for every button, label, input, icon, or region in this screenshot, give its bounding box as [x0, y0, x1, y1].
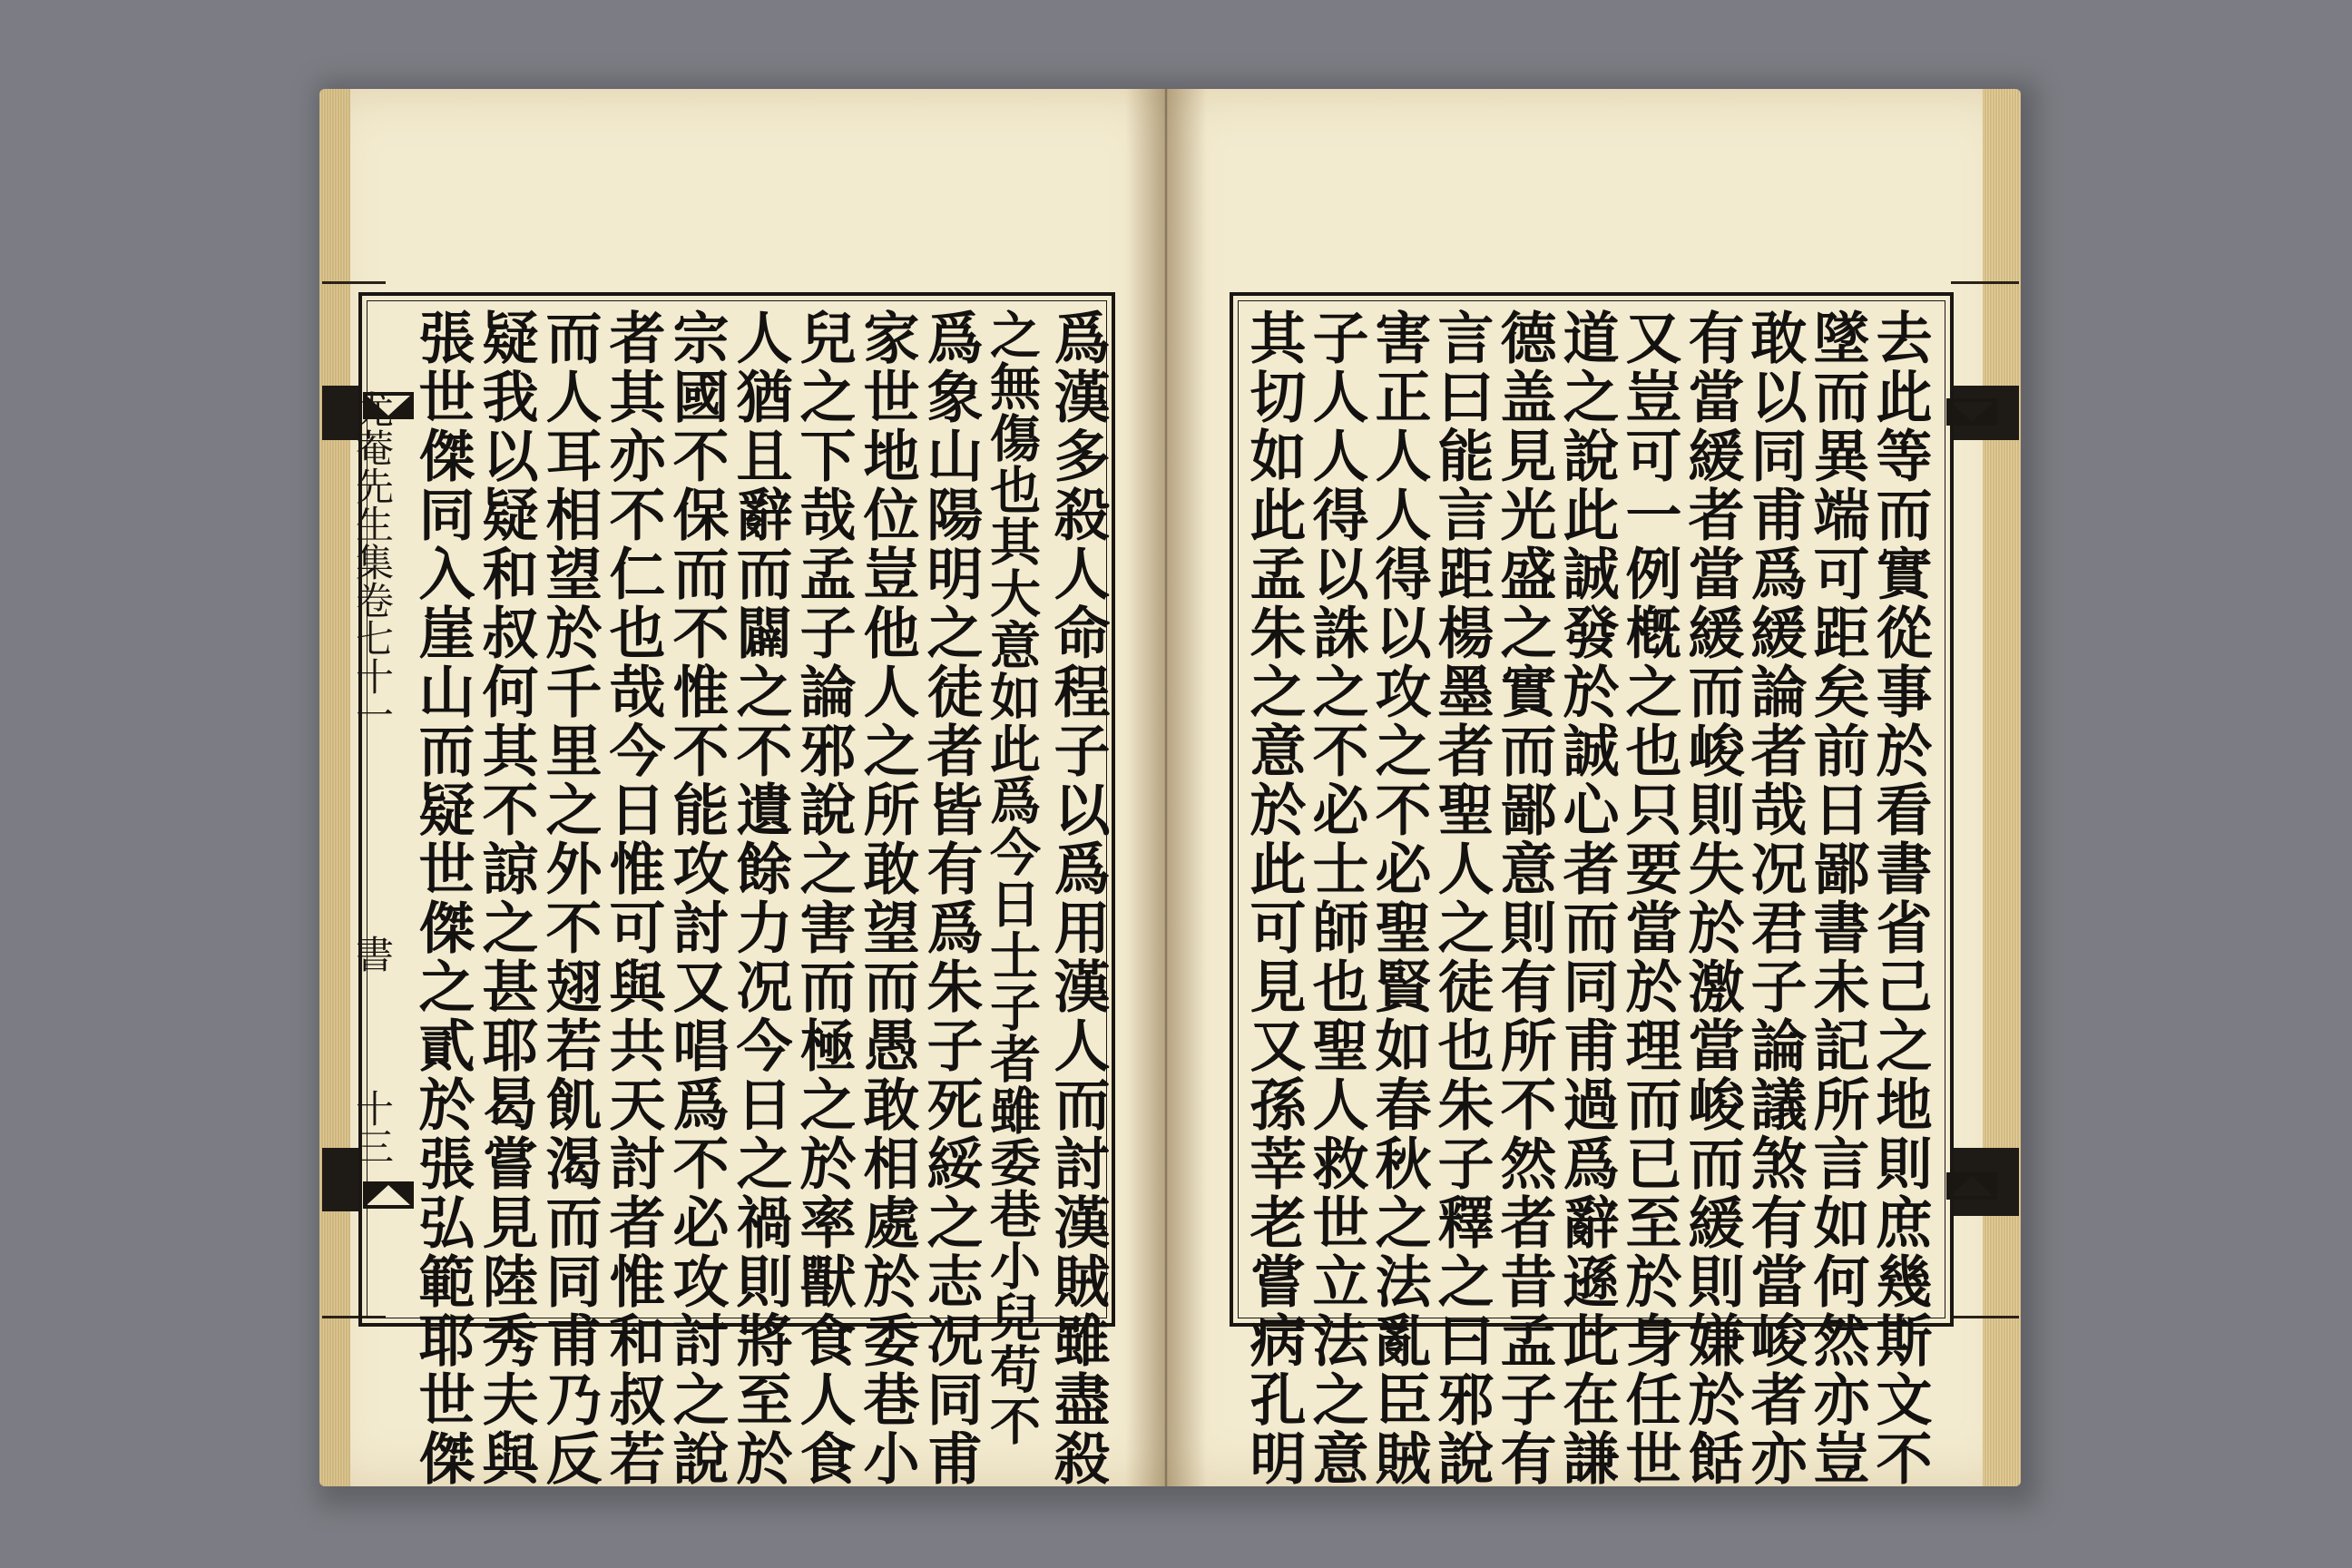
- right-col-9: 敢以同甫爲緩論者哉况君子論議煞有當峻者亦: [1741, 309, 1808, 1488]
- right-col-8: 有當緩者當緩而峻則失於激當峻而緩則嫌於餂: [1679, 309, 1745, 1488]
- left-col-11: 爲漢多殺人命程子以爲用漢人而討漢賊雖盡殺: [1044, 309, 1111, 1488]
- binding-thread-bottom-right: [1951, 1316, 2019, 1318]
- right-page-edge: [1983, 89, 2021, 1486]
- right-col-6: 道之說此誠發於誠心者而同甫過爲辭遜此在謙: [1553, 309, 1620, 1488]
- fishtail-right-upper-icon: [1945, 397, 1999, 427]
- left-col-6: 人猶且辭而闢之不遺餘力况今日之禍則將至於: [727, 309, 793, 1488]
- left-col-7: 兒之下哉孟子論邪說之害而極之於率獸食人食: [790, 309, 857, 1488]
- right-col-5: 德盖見光盛之實而鄙意則有所不然者昔孟子有: [1491, 309, 1557, 1488]
- left-col-10: 之無傷也其大意如此爲今日士子者雖委巷小兒苟不: [982, 309, 1042, 1446]
- left-col-2: 疑我以疑和叔何其不諒之甚耶曷嘗見陸秀夫與: [473, 309, 539, 1488]
- left-col-5: 宗國不保而不惟不能攻討又唱爲不必攻討之說: [663, 309, 730, 1488]
- book-gutter: [1125, 89, 1207, 1486]
- right-col-4: 言曰能言距楊墨者聖人之徒也朱子釋之曰邪說: [1428, 309, 1494, 1488]
- page-number: 十三: [350, 1089, 395, 1165]
- binding-thread-top-right: [1951, 281, 2019, 284]
- left-col-4: 者其亦不仁也哉今日惟可與共天討者惟和叔若: [600, 309, 666, 1488]
- collection-title: 尤菴先生集卷七十一: [350, 390, 395, 733]
- left-col-3: 而人耳相望於千里之外不翅若飢渴而同甫乃反: [536, 309, 603, 1488]
- category-label: 書: [350, 935, 395, 973]
- right-col-1: 其切如此孟朱之意於此可見又孫莘老嘗病孔明: [1240, 309, 1307, 1488]
- left-col-8: 家世地位豈他人之所敢望而愚敢相處於委巷小: [854, 309, 920, 1488]
- left-page-edge: [319, 89, 350, 1486]
- binding-thread-top: [322, 281, 386, 284]
- margin-strip: [350, 390, 399, 1207]
- right-col-3: 害正人人得以攻之不必聖賢如春秋之法亂臣賊: [1366, 309, 1432, 1488]
- left-col-9: 爲象山陽明之徒者皆有爲朱子死綏之志况同甫: [917, 309, 984, 1488]
- right-col-7: 又豈可一例槪之也只要當於理而已至於身任世: [1616, 309, 1682, 1488]
- fishtail-right-lower-icon: [1945, 1171, 1999, 1201]
- right-col-10: 墜而異端可距矣前日鄙書未記所言如何然亦豈: [1804, 309, 1870, 1488]
- right-col-2: 子人人得以誅之不必士師也聖人救世立法之意: [1303, 309, 1369, 1488]
- left-col-1: 張世傑同入崖山而疑世傑之貳於張弘範耶世傑: [409, 309, 475, 1488]
- right-col-11: 去此等而實從事於看書省己之地則庶幾斯文不: [1867, 309, 1933, 1488]
